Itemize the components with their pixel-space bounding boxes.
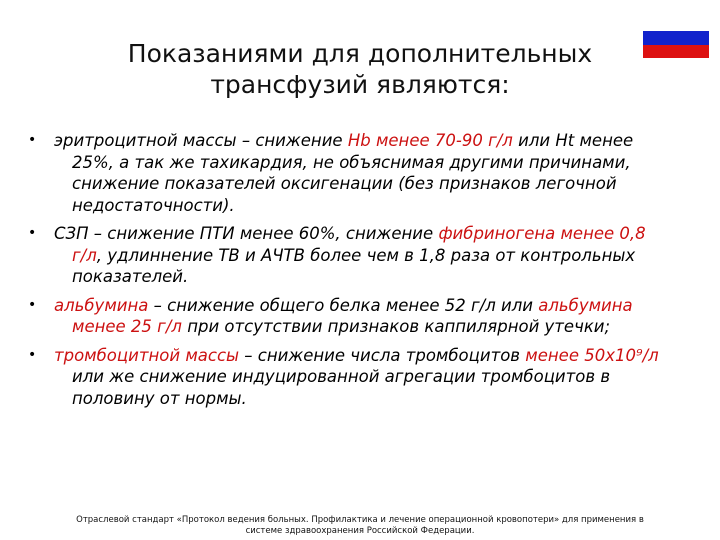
text-segment: – снижение общего белка менее 52 г/л или <box>148 295 539 315</box>
text-segment: при отсутствии признаков каппилярной утечки; <box>181 317 611 336</box>
list-item-line <box>54 366 703 388</box>
list-item-line <box>54 266 703 288</box>
highlighted-text: менее 50х10⁹/л <box>525 345 659 365</box>
highlighted-text: г/л <box>72 245 97 265</box>
list-item-line <box>54 195 703 217</box>
list-item-line <box>54 295 703 317</box>
list-item-line <box>54 223 703 245</box>
text-segment: показателей. <box>72 267 189 286</box>
bullet-dot-icon: • <box>28 132 37 148</box>
text-segment: или же снижение индуцированной агрегации тромбоцитов в <box>72 367 611 386</box>
text-segment: снижение показателей оксигенации (без признаков легочной <box>72 174 617 193</box>
list-item <box>28 345 703 410</box>
slide-title-line-2: трансфузий являются: <box>210 70 510 99</box>
highlighted-text: тромбоцитной массы <box>54 345 240 365</box>
footer-line-2: системе здравоохранения Российской Федерации. <box>245 526 475 536</box>
list-item-line <box>54 152 703 174</box>
text-segment: или Ht менее <box>512 131 634 150</box>
footer-citation <box>20 515 700 537</box>
list-item-line <box>54 316 703 338</box>
indications-list <box>28 130 703 416</box>
highlighted-text: фибриногена менее 0,8 <box>438 224 646 243</box>
list-item-line <box>54 173 703 195</box>
bullet-dot-icon: • <box>28 296 37 313</box>
slide-title-line-1: Показаниями для дополнительных <box>127 39 593 68</box>
text-segment: – снижение числа тромбоцитов <box>239 345 526 365</box>
highlighted-text: альбумина <box>54 295 149 315</box>
highlighted-text: альбумина <box>538 295 633 315</box>
text-segment: половину от нормы. <box>72 388 247 408</box>
text-segment: СЗП – снижение ПТИ менее 60%, снижение <box>54 224 439 243</box>
text-segment: 25%, а так же тахикардия, не объяснимая другими причинами, <box>72 152 631 172</box>
footer-line-1: Отраслевой стандарт «Протокол ведения больных. Профилактика и лечение операционной кровопотери» для применения в <box>76 515 644 525</box>
highlighted-text: Hb менее 70-90 г/л <box>347 131 513 150</box>
text-segment: недостаточности). <box>72 195 235 215</box>
list-item <box>28 295 703 338</box>
list-item-line <box>54 388 703 410</box>
list-item <box>28 130 703 216</box>
list-item-line <box>54 345 703 367</box>
text-segment: , удлиннение ТВ и АЧТВ более чем в 1,8 раза от контрольных <box>96 245 636 265</box>
bullet-dot-icon: • <box>28 225 37 241</box>
list-item-line <box>54 245 703 267</box>
highlighted-text: менее 25 г/л <box>72 317 182 336</box>
list-item <box>28 223 703 288</box>
text-segment: эритроцитной массы – снижение <box>54 131 348 150</box>
flag-stripe-white <box>643 18 709 31</box>
list-item-line <box>54 130 703 152</box>
bullet-dot-icon: • <box>28 346 37 363</box>
slide-title <box>0 38 720 100</box>
